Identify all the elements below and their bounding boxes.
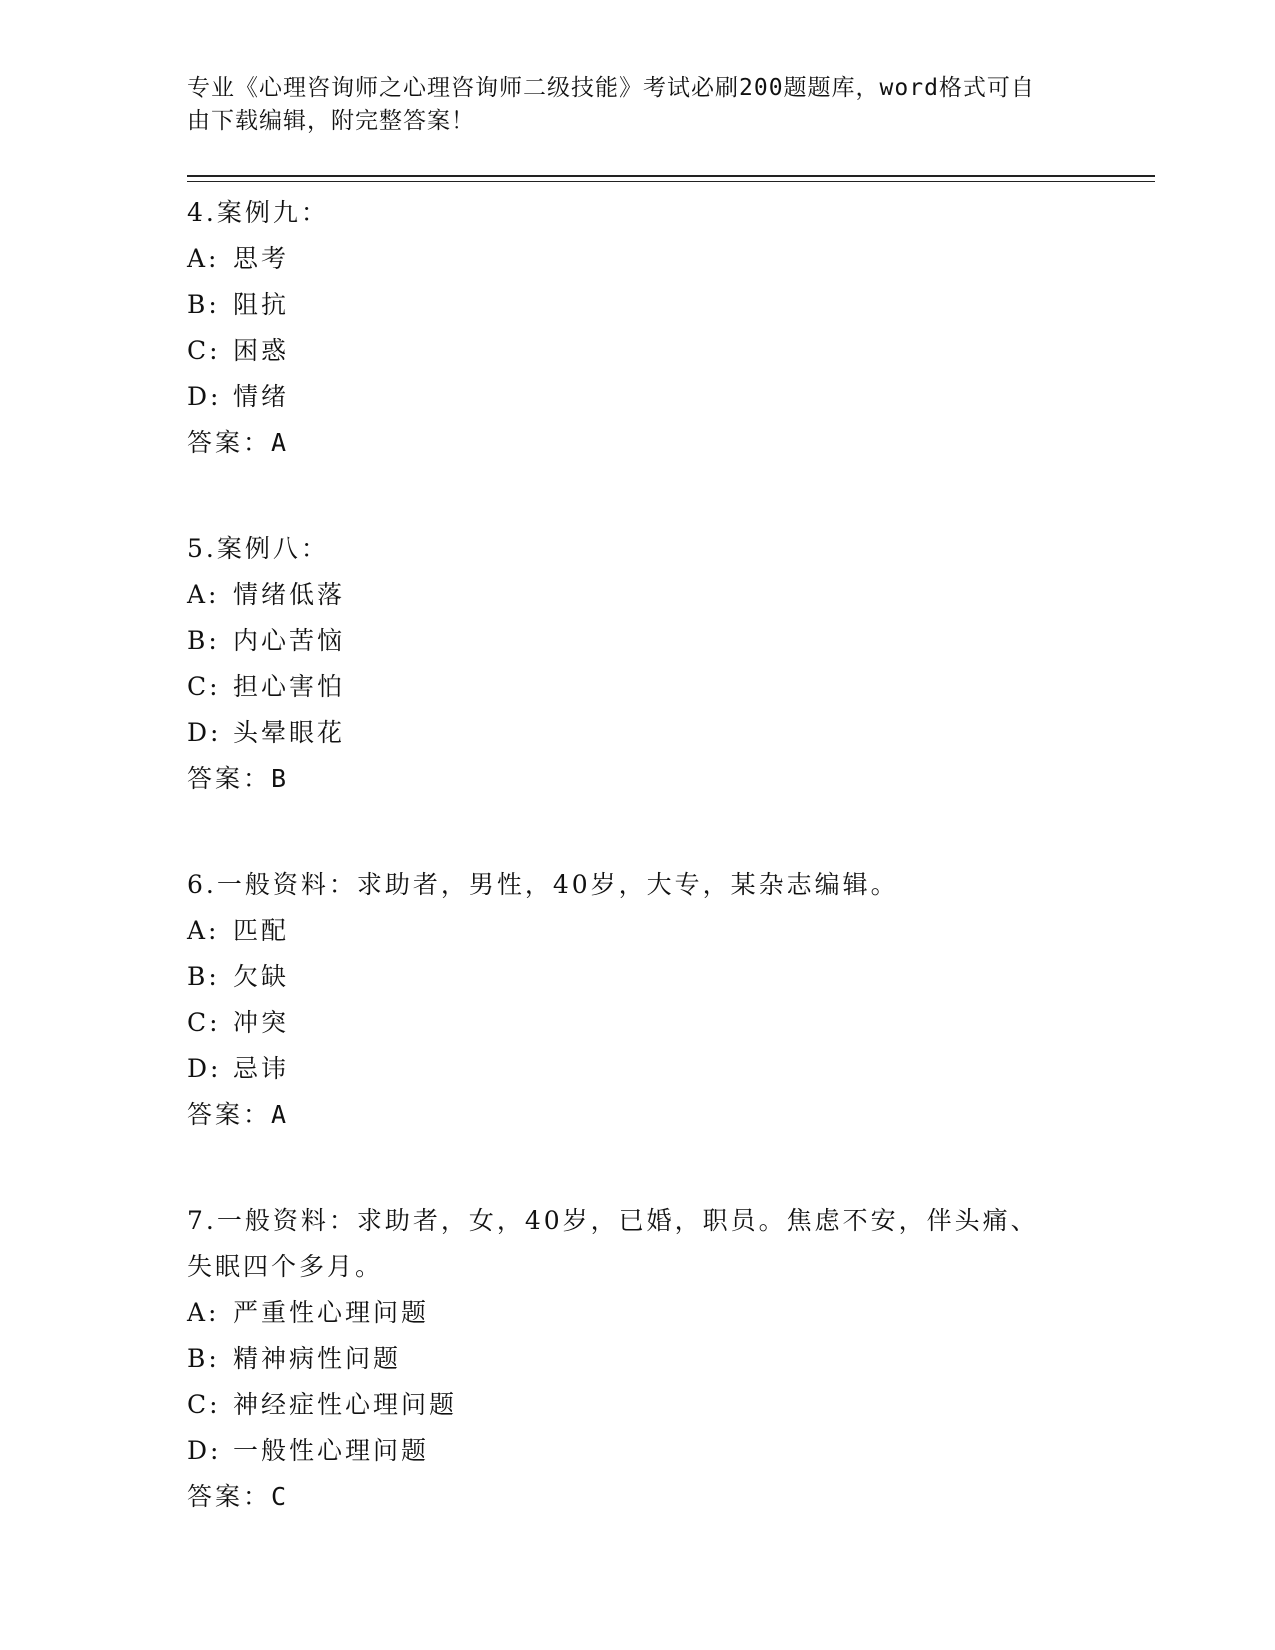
header-divider-thin: [187, 181, 1155, 182]
option-letter: B:: [187, 962, 220, 991]
option-text: 阻抗: [233, 290, 290, 319]
option-d: [187, 710, 1107, 756]
option-c: [187, 328, 1107, 374]
option-letter: C:: [187, 1008, 221, 1037]
option-a: [187, 236, 1107, 282]
answer-label: 答案：: [187, 1482, 272, 1511]
question-5: [187, 526, 1107, 802]
answer-label: 答案：: [187, 764, 272, 793]
option-letter: A:: [187, 1298, 220, 1327]
question-4: [187, 190, 1107, 466]
option-letter: A:: [187, 580, 220, 609]
answer: [187, 1474, 1107, 1520]
question-text: 5.案例八：: [187, 534, 329, 563]
question-text-continued: 失眠四个多月。: [187, 1252, 384, 1281]
option-text: 困惑: [233, 336, 290, 365]
answer-value: A: [271, 1100, 290, 1129]
option-text: 欠缺: [233, 962, 290, 991]
option-letter: D:: [187, 1436, 222, 1465]
question-text: 6.一般资料：求助者，男性，40岁，大专，某杂志编辑。: [187, 870, 899, 899]
option-a: [187, 908, 1107, 954]
option-text: 精神病性问题: [233, 1344, 402, 1373]
option-text: 担心害怕: [233, 672, 346, 701]
option-letter: B:: [187, 626, 220, 655]
answer-value: B: [271, 764, 290, 793]
option-text: 严重性心理问题: [233, 1298, 430, 1327]
option-text: 头晕眼花: [233, 718, 346, 747]
option-text: 匹配: [233, 916, 290, 945]
option-text: 冲突: [233, 1008, 290, 1037]
option-text: 思考: [233, 244, 290, 273]
answer-value: C: [271, 1482, 290, 1511]
document-header: [187, 72, 1067, 138]
option-letter: C:: [187, 672, 221, 701]
option-text: 情绪低落: [233, 580, 346, 609]
option-d: [187, 1428, 1107, 1474]
option-text: 内心苦恼: [233, 626, 346, 655]
question-text: 4.案例九：: [187, 198, 329, 227]
option-letter: B:: [187, 290, 220, 319]
option-letter: B:: [187, 1344, 220, 1373]
question-list: [187, 190, 1107, 1580]
option-letter: C:: [187, 1390, 221, 1419]
option-a: [187, 572, 1107, 618]
question-text: 7.一般资料：求助者，女，40岁，已婚，职员。焦虑不安，伴头痛、: [187, 1206, 1039, 1235]
answer: [187, 1092, 1107, 1138]
option-c: [187, 664, 1107, 710]
option-letter: D:: [187, 382, 222, 411]
answer: [187, 420, 1107, 466]
header-line-2: 由下载编辑，附完整答案！: [187, 108, 475, 134]
option-text: 忌讳: [233, 1054, 290, 1083]
option-d: [187, 1046, 1107, 1092]
header-divider-thick: [187, 175, 1155, 177]
option-letter: A:: [187, 916, 220, 945]
option-letter: D:: [187, 718, 222, 747]
answer-label: 答案：: [187, 1100, 272, 1129]
option-d: [187, 374, 1107, 420]
question-6: [187, 862, 1107, 1138]
answer: [187, 756, 1107, 802]
option-b: [187, 954, 1107, 1000]
option-letter: C:: [187, 336, 221, 365]
option-text: 一般性心理问题: [233, 1436, 430, 1465]
answer-label: 答案：: [187, 428, 272, 457]
option-text: 神经症性心理问题: [233, 1390, 458, 1419]
option-a: [187, 1290, 1107, 1336]
option-c: [187, 1000, 1107, 1046]
question-7: [187, 1198, 1107, 1520]
answer-value: A: [271, 428, 290, 457]
option-b: [187, 1336, 1107, 1382]
option-c: [187, 1382, 1107, 1428]
option-b: [187, 618, 1107, 664]
option-letter: A:: [187, 244, 220, 273]
header-line-1: 专业《心理咨询师之心理咨询师二级技能》考试必刷200题题库，word格式可自: [187, 75, 1035, 101]
option-text: 情绪: [233, 382, 290, 411]
option-b: [187, 282, 1107, 328]
option-letter: D:: [187, 1054, 222, 1083]
